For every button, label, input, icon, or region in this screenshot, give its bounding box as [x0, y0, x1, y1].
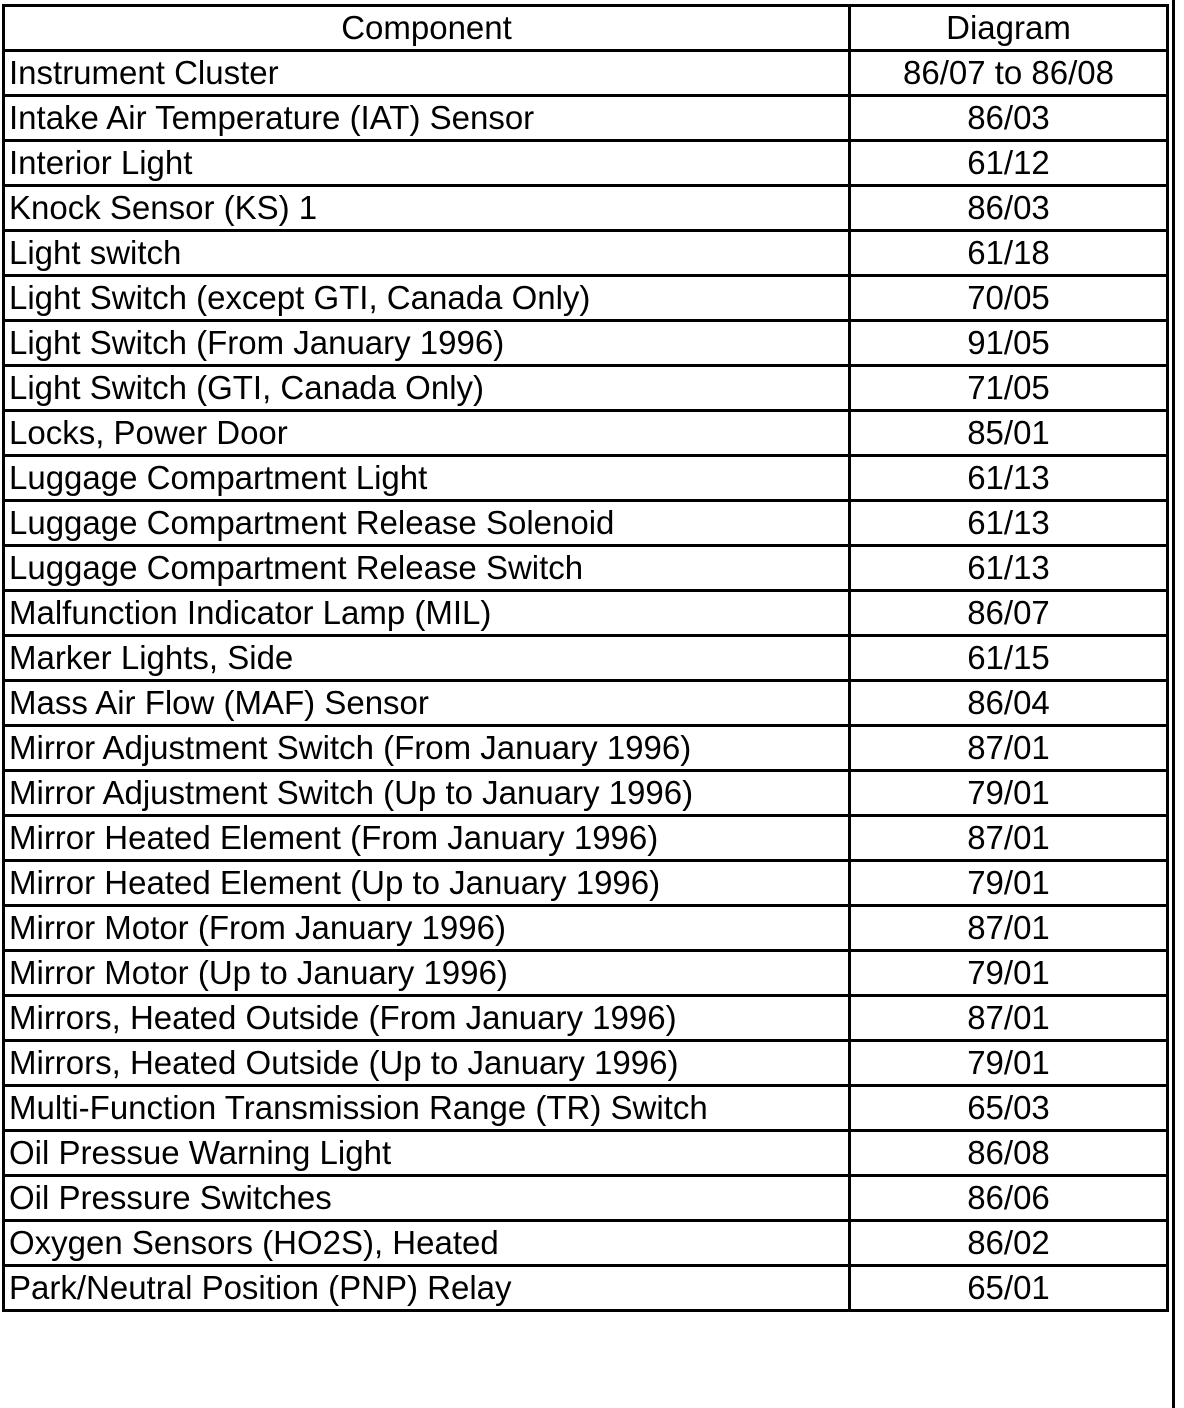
header-component: Component: [4, 6, 850, 51]
diagram-cell: 71/05: [850, 366, 1168, 411]
table-row: [4, 996, 1168, 1041]
table-body: [4, 51, 1168, 1311]
component-cell: Light switch: [4, 231, 850, 276]
component-cell: Knock Sensor (KS) 1: [4, 186, 850, 231]
table-row: [4, 231, 1168, 276]
diagram-cell: 61/15: [850, 636, 1168, 681]
table-row: [4, 276, 1168, 321]
table-row: [4, 321, 1168, 366]
component-diagram-table: [2, 4, 1169, 1312]
component-cell: Luggage Compartment Light: [4, 456, 850, 501]
component-cell: Mirror Adjustment Switch (From January 1996): [4, 726, 850, 771]
diagram-cell: 65/01: [850, 1266, 1168, 1311]
diagram-cell: 86/06: [850, 1176, 1168, 1221]
component-cell: Oil Pressure Switches: [4, 1176, 850, 1221]
diagram-cell: 86/04: [850, 681, 1168, 726]
table-row: [4, 411, 1168, 456]
diagram-cell: 87/01: [850, 996, 1168, 1041]
table-row: [4, 546, 1168, 591]
table-row: [4, 501, 1168, 546]
component-cell: Light Switch (GTI, Canada Only): [4, 366, 850, 411]
component-cell: Mass Air Flow (MAF) Sensor: [4, 681, 850, 726]
component-cell: Mirror Adjustment Switch (Up to January 1996): [4, 771, 850, 816]
component-cell: Oil Pressue Warning Light: [4, 1131, 850, 1176]
diagram-cell: 86/03: [850, 186, 1168, 231]
diagram-cell: 70/05: [850, 276, 1168, 321]
component-cell: Intake Air Temperature (IAT) Sensor: [4, 96, 850, 141]
diagram-cell: 65/03: [850, 1086, 1168, 1131]
component-cell: Marker Lights, Side: [4, 636, 850, 681]
table-row: [4, 1266, 1168, 1311]
table-row: [4, 1221, 1168, 1266]
table-row: [4, 681, 1168, 726]
diagram-cell: 61/12: [850, 141, 1168, 186]
component-cell: Mirror Motor (Up to January 1996): [4, 951, 850, 996]
diagram-cell: 87/01: [850, 726, 1168, 771]
table-row: [4, 951, 1168, 996]
component-cell: Luggage Compartment Release Solenoid: [4, 501, 850, 546]
diagram-cell: 79/01: [850, 951, 1168, 996]
diagram-cell: 86/07: [850, 591, 1168, 636]
table-row: [4, 1086, 1168, 1131]
diagram-cell: 79/01: [850, 771, 1168, 816]
component-cell: Mirror Heated Element (From January 1996): [4, 816, 850, 861]
diagram-cell: 87/01: [850, 906, 1168, 951]
diagram-cell: 79/01: [850, 1041, 1168, 1086]
table-row: [4, 96, 1168, 141]
table-row: [4, 591, 1168, 636]
component-cell: Mirrors, Heated Outside (Up to January 1996): [4, 1041, 850, 1086]
component-cell: Locks, Power Door: [4, 411, 850, 456]
table-row: [4, 636, 1168, 681]
diagram-cell: 61/13: [850, 456, 1168, 501]
table-row: [4, 726, 1168, 771]
component-cell: Multi-Function Transmission Range (TR) Switch: [4, 1086, 850, 1131]
diagram-cell: 61/13: [850, 501, 1168, 546]
diagram-cell: 86/03: [850, 96, 1168, 141]
component-cell: Malfunction Indicator Lamp (MIL): [4, 591, 850, 636]
table-row: [4, 456, 1168, 501]
table-row: [4, 1176, 1168, 1221]
table-row: [4, 816, 1168, 861]
diagram-cell: 87/01: [850, 816, 1168, 861]
component-cell: Luggage Compartment Release Switch: [4, 546, 850, 591]
component-cell: Oxygen Sensors (HO2S), Heated: [4, 1221, 850, 1266]
diagram-cell: 85/01: [850, 411, 1168, 456]
table-row: [4, 1041, 1168, 1086]
table-header: [4, 6, 1168, 51]
table-row: [4, 186, 1168, 231]
component-cell: Mirror Heated Element (Up to January 1996): [4, 861, 850, 906]
right-edge-line: [1172, 0, 1175, 1408]
diagram-cell: 86/02: [850, 1221, 1168, 1266]
table-row: [4, 861, 1168, 906]
table-row: [4, 906, 1168, 951]
component-cell: Light Switch (From January 1996): [4, 321, 850, 366]
component-cell: Instrument Cluster: [4, 51, 850, 96]
table-row: [4, 51, 1168, 96]
header-row: [4, 6, 1168, 51]
component-cell: Mirror Motor (From January 1996): [4, 906, 850, 951]
table-row: [4, 141, 1168, 186]
component-cell: Light Switch (except GTI, Canada Only): [4, 276, 850, 321]
diagram-cell: 91/05: [850, 321, 1168, 366]
table-row: [4, 1131, 1168, 1176]
diagram-cell: 79/01: [850, 861, 1168, 906]
diagram-cell: 61/18: [850, 231, 1168, 276]
component-cell: Mirrors, Heated Outside (From January 1996): [4, 996, 850, 1041]
component-cell: Interior Light: [4, 141, 850, 186]
table-row: [4, 366, 1168, 411]
component-cell: Park/Neutral Position (PNP) Relay: [4, 1266, 850, 1311]
header-diagram: Diagram: [850, 6, 1168, 51]
table-row: [4, 771, 1168, 816]
diagram-cell: 86/07 to 86/08: [850, 51, 1168, 96]
diagram-cell: 86/08: [850, 1131, 1168, 1176]
diagram-cell: 61/13: [850, 546, 1168, 591]
